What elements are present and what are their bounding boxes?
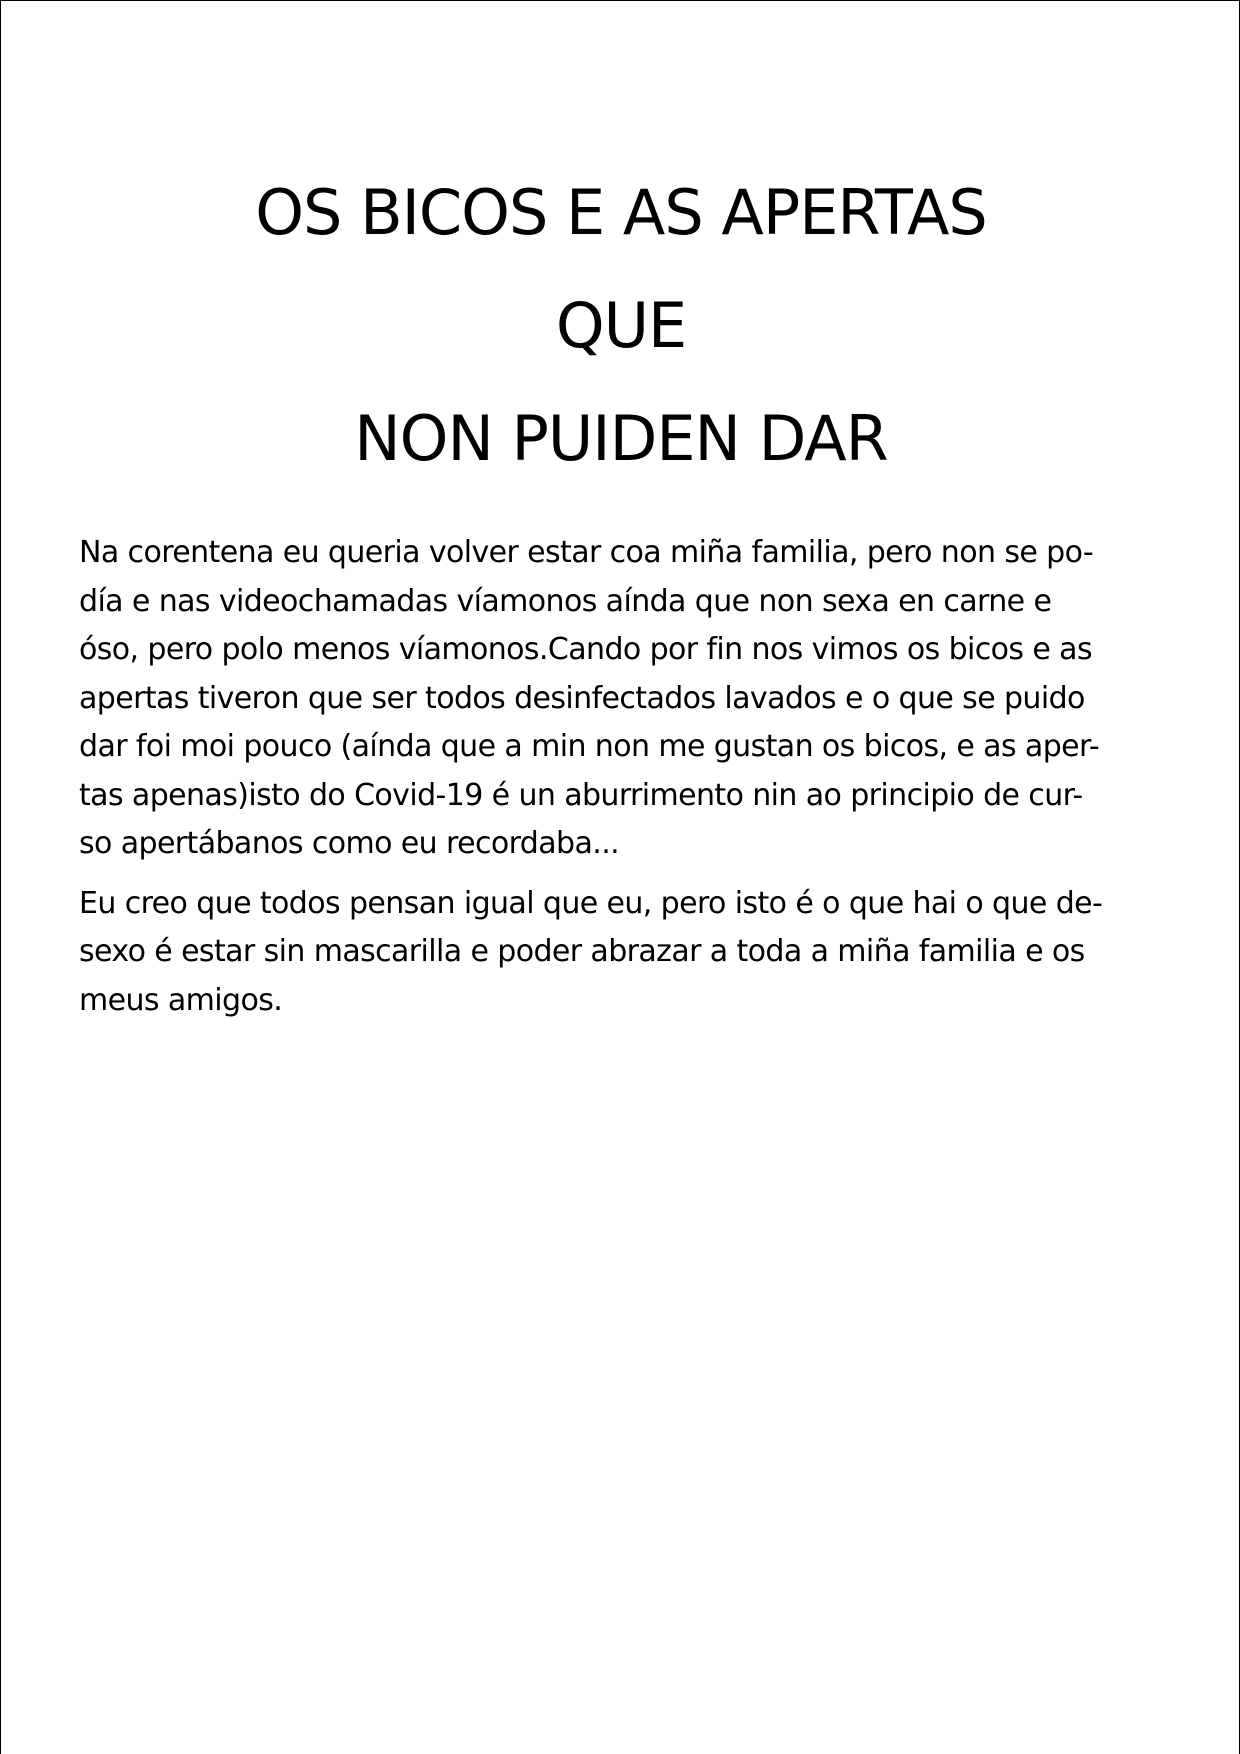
paragraph-line: dar foi moi pouco (aínda que a min non me gustan os bicos, e as aper- — [79, 729, 1100, 764]
title-line-3: NON PUIDEN DAR — [354, 402, 888, 475]
paragraph-line: óso, pero polo menos víamonos.Cando por fin nos vimos os bicos e as — [79, 632, 1092, 667]
paragraph-line: so apertábanos como eu recordaba... — [79, 826, 620, 861]
paragraph-line: Eu creo que todos pensan igual que eu, pero isto é o que hai o que de- — [79, 885, 1103, 921]
paragraph-line: meus amigos. — [79, 982, 283, 1018]
document-title — [1, 156, 1240, 495]
paragraph-line: apertas tiveron que ser todos desinfectados lavados e o que se puido — [79, 680, 1085, 716]
paragraph-line: sexo é estar sin mascarilla e poder abrazar a toda a miña familia e os — [79, 934, 1085, 969]
document-body — [79, 529, 1159, 1036]
paragraph-line: Na corentena eu queria volver estar coa miña familia, pero non se po- — [79, 535, 1094, 570]
title-line-1: OS BICOS E AS APERTAS — [255, 176, 987, 249]
paragraph-line: día e nas videochamadas víamonos aínda que non sexa en carne e — [79, 583, 1052, 619]
paragraph-1 — [79, 529, 1159, 869]
paragraph-line: tas apenas)isto do Covid-19 é un aburrimento nin ao principio de cur- — [79, 777, 1083, 813]
title-line-2: QUE — [555, 289, 687, 362]
paragraph-2 — [79, 880, 1159, 1026]
